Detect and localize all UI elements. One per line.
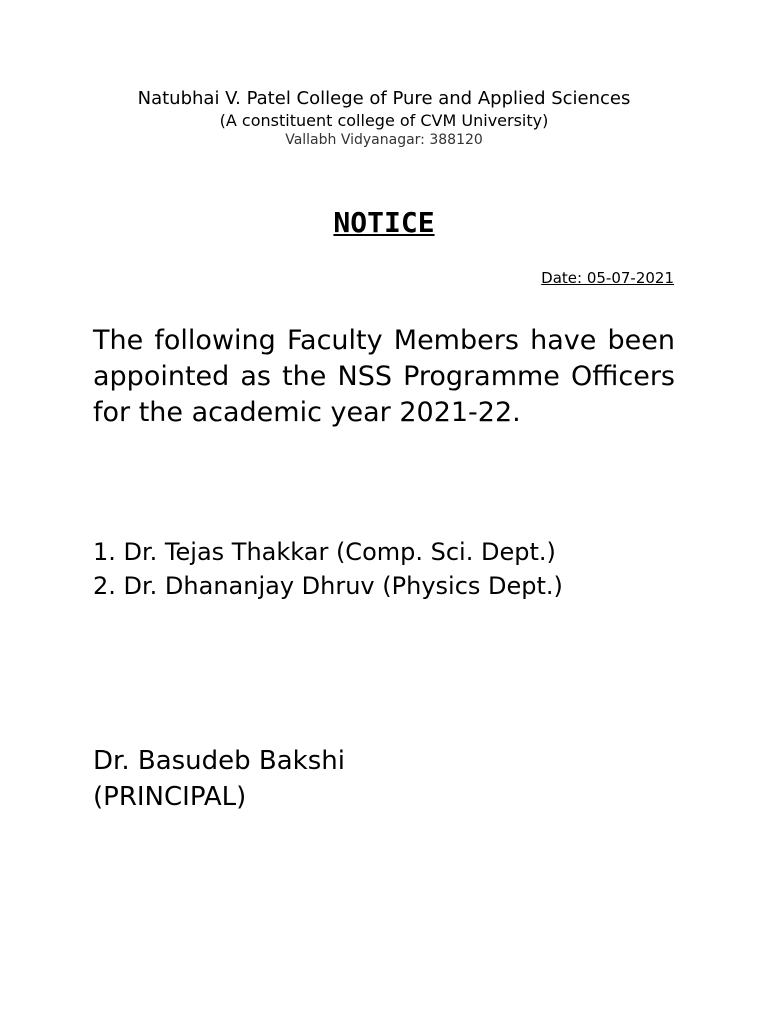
college-address: Vallabh Vidyanagar: 388120 — [285, 132, 483, 148]
signatory-designation: (PRINCIPAL) — [93, 782, 247, 812]
signature-block — [93, 743, 693, 815]
notice-body: The following Faculty Members have been appointed as the NSS Programme Officers for the academic year 2021-22. — [93, 325, 675, 428]
officer-item-2: 2. Dr. Dhananjay Dhruv (Physics Dept.) — [93, 572, 563, 600]
officer-list — [93, 535, 713, 603]
college-name: Natubhai V. Patel College of Pure and Applied Sciences — [137, 88, 631, 109]
signatory-name: Dr. Basudeb Bakshi — [93, 746, 345, 776]
constituent-college-line: (A constituent college of CVM University) — [219, 111, 549, 130]
notice-date: Date: 05-07-2021 — [541, 269, 674, 287]
notice-title: NOTICE — [333, 206, 435, 239]
officer-item-1: 1. Dr. Tejas Thakkar (Comp. Sci. Dept.) — [93, 538, 556, 566]
